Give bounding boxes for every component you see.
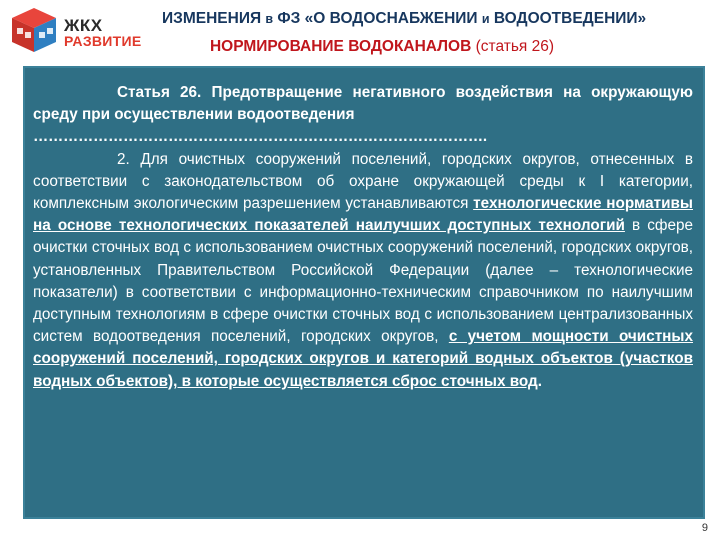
article-text xyxy=(33,82,693,393)
ellipsis-separator: ………………………………………………………………………………. xyxy=(33,128,487,146)
paragraph-text-b: в сфере очистки сточных вод с использованием очистных сооружений поселений, городских округов, установленных Правительством Российской Федерации (далее – технологические показатели) в соответствии с информационно-техническим справочником по наилучшим доступным технологиям в сфере очистки сточных вод с использованием централизованных систем водоотведения поселений, городских округов, xyxy=(33,217,693,346)
subtitle-article: (статья 26) xyxy=(471,38,555,55)
logo-brand-bottom: РАЗВИТИЕ xyxy=(64,33,142,49)
paragraph-text-a: 2. Для очистных сооружений поселений, городских округов, отнесенных в соответствии с законодательством об охране окружающей среды к I категории, комплексным экологическим разрешением устанавливаются xyxy=(33,150,693,213)
subtitle-main: НОРМИРОВАНИЕ ВОДОКАНАЛОВ xyxy=(209,38,472,55)
blue-red-cube-logo-icon xyxy=(8,6,60,54)
title-text-1: ИЗМЕНЕНИЯ xyxy=(162,10,266,27)
logo xyxy=(8,6,158,56)
paragraph-end: . xyxy=(537,372,543,390)
title-text-small-1: в xyxy=(265,12,274,26)
title-text-2: ФЗ «О ВОДОСНАБЖЕНИИ xyxy=(273,10,482,27)
title-text-small-2: и xyxy=(481,12,490,26)
highlight-capacity-categories: с учетом мощности очистных сооружений поселений, городских округов и категорий водных объектов (участков водных объектов), в которые осуществляется сброс сточных вод xyxy=(33,328,693,390)
article-paragraph-2 xyxy=(33,149,693,393)
title-text-3: ВОДООТВЕДЕНИИ» xyxy=(489,10,647,27)
article-heading: Статья 26. Предотвращение негативного воздействия на окружающую среду при осуществлении водоотведения xyxy=(33,84,693,124)
page-number: 9 xyxy=(701,522,708,534)
page-subtitle xyxy=(162,38,602,56)
highlight-technological-norms: технологические нормативы на основе технологических показателей наилучших доступных технологий xyxy=(33,195,693,235)
logo-brand-top: ЖКХ xyxy=(64,16,103,35)
page-title xyxy=(162,10,718,28)
